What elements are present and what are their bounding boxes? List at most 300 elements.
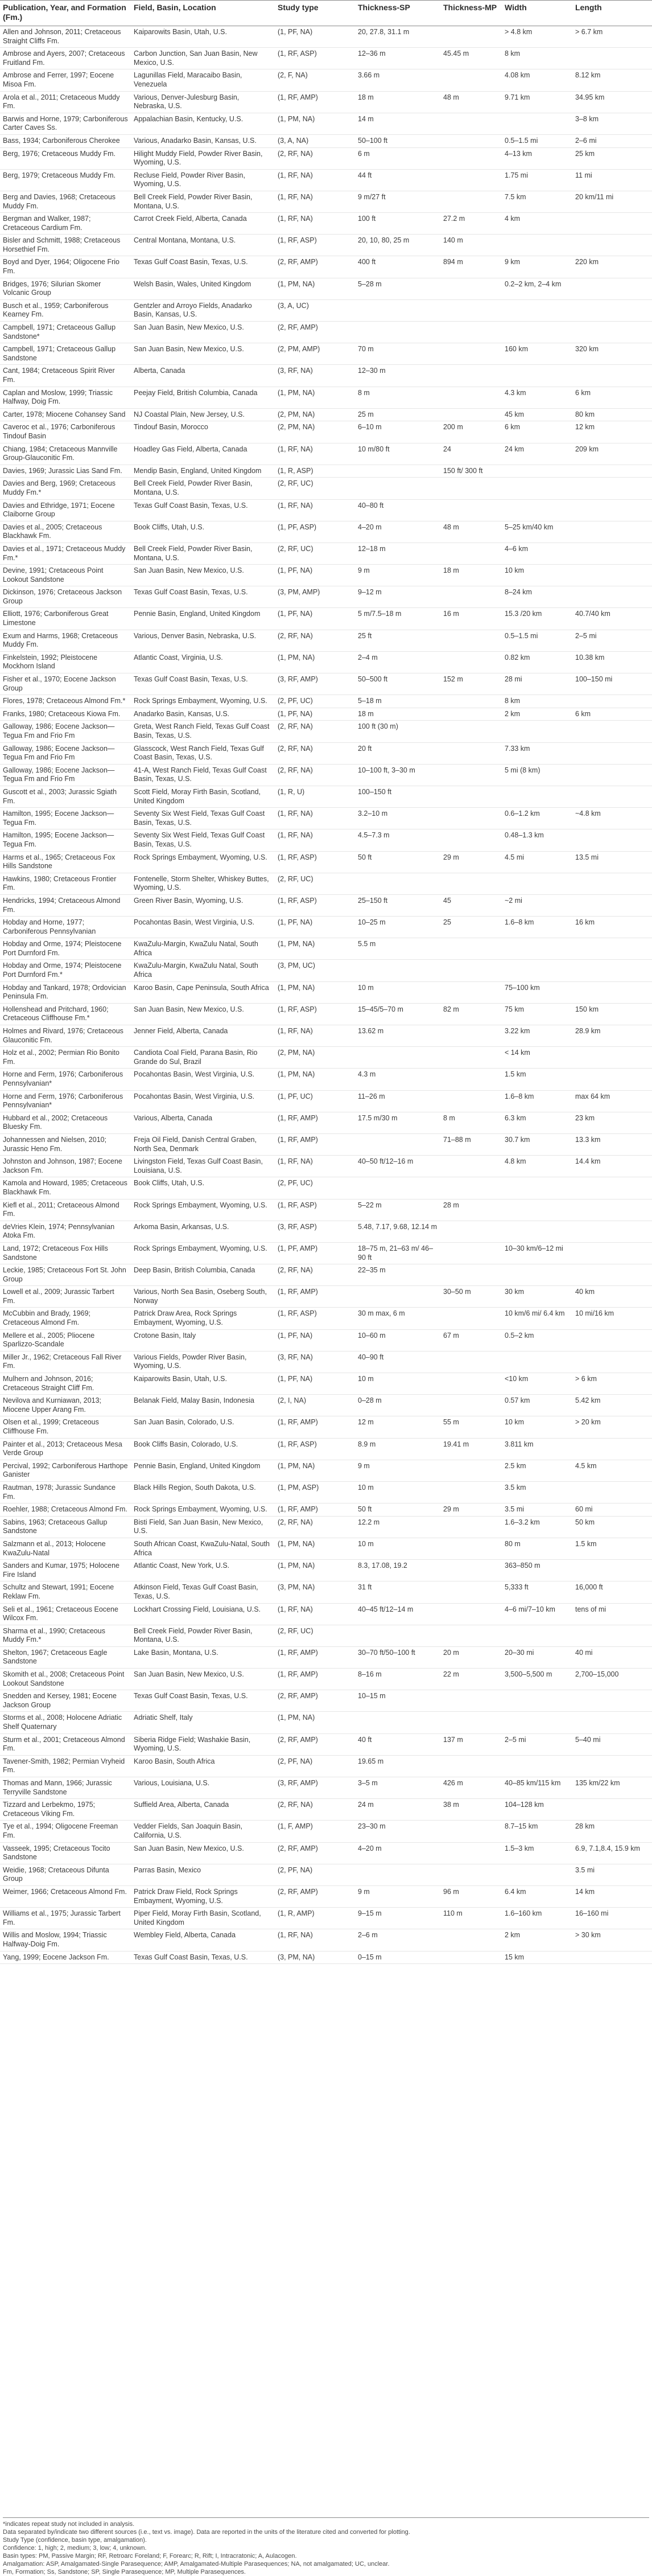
cell-study-type: (2, RF, NA) — [275, 721, 355, 742]
cell-thickness-mp: 82 m — [440, 1003, 502, 1025]
cell-study-type: (1, PM, NA) — [275, 651, 355, 673]
cell-field-basin-location: Book Cliffs, Utah, U.S. — [131, 1177, 275, 1199]
cell-length — [572, 894, 652, 916]
cell-length — [572, 1438, 652, 1460]
cell-field-basin-location: Rock Springs Embayment, Wyoming, U.S. — [131, 1242, 275, 1264]
cell-width: 28 mi — [502, 673, 572, 695]
cell-study-type: (1, PF, AMP) — [275, 1242, 355, 1264]
cell-thickness-sp: 10 m — [355, 1538, 440, 1559]
cell-width: 8 km — [502, 48, 572, 69]
cell-study-type: (1, PM, NA) — [275, 938, 355, 960]
cell-length — [572, 586, 652, 608]
cell-study-type: (2, RF, NA) — [275, 147, 355, 169]
cell-field-basin-location: Various, Denver-Julesburg Basin, Nebraska, U.S. — [131, 91, 275, 113]
cell-thickness-sp: 40 ft — [355, 1733, 440, 1755]
cell-publication: Finkelstein, 1992; Pleistocene Mockhorn Island — [0, 651, 131, 673]
table-row — [0, 26, 652, 48]
cell-length — [572, 213, 652, 235]
cell-publication: Allen and Johnson, 2011; Cretaceous Straight Cliffs Fm. — [0, 26, 131, 48]
cell-field-basin-location: Seventy Six West Field, Texas Gulf Coast Basin, Texas, U.S. — [131, 829, 275, 851]
cell-length: 25 km — [572, 147, 652, 169]
cell-width: 1.6–3.2 km — [502, 1516, 572, 1538]
cell-length — [572, 1560, 652, 1581]
table-row — [0, 256, 652, 278]
cell-thickness-sp: 400 ft — [355, 256, 440, 278]
cell-length: 1.5 km — [572, 1538, 652, 1559]
cell-thickness-mp — [440, 1929, 502, 1951]
cell-thickness-mp: 137 m — [440, 1733, 502, 1755]
cell-thickness-sp: 5.48, 7.17, 9.68, 12.14 m — [355, 1221, 440, 1242]
cell-width: 5,333 ft — [502, 1581, 572, 1603]
cell-publication: Rautman, 1978; Jurassic Sundance Fm. — [0, 1481, 131, 1503]
table-row — [0, 365, 652, 387]
cell-field-basin-location: Kaiparowits Basin, Utah, U.S. — [131, 26, 275, 48]
cell-publication: Seli et al., 1961; Cretaceous Eocene Wilcox Fm. — [0, 1603, 131, 1625]
cell-length: 135 km/22 km — [572, 1777, 652, 1799]
cell-field-basin-location: KwaZulu-Margin, KwaZulu Natal, South Africa — [131, 960, 275, 981]
cell-width: 10 km — [502, 565, 572, 586]
cell-publication: Williams et al., 1975; Jurassic Tarbert Fm. — [0, 1908, 131, 1929]
cell-length — [572, 299, 652, 321]
cell-width — [502, 1199, 572, 1221]
cell-width: 0.6–1.2 km — [502, 808, 572, 829]
cell-publication: Skomith et al., 2008; Cretaceous Point Lookout Sandstone — [0, 1669, 131, 1690]
cell-study-type: (1, RF, NA) — [275, 829, 355, 851]
cell-publication: Kiefl et al., 2011; Cretaceous Almond Fm. — [0, 1199, 131, 1221]
cell-field-basin-location: Black Hills Region, South Dakota, U.S. — [131, 1481, 275, 1503]
cell-width: 5 mi (8 km) — [502, 764, 572, 786]
cell-thickness-mp — [440, 742, 502, 764]
cell-thickness-mp — [440, 1069, 502, 1090]
cell-publication: Galloway, 1986; Eocene Jackson—Tegua Fm and Frio Fm — [0, 721, 131, 742]
cell-thickness-mp: 110 m — [440, 1908, 502, 1929]
cell-thickness-sp: 2–6 m — [355, 1929, 440, 1951]
table-row — [0, 1908, 652, 1929]
table-row — [0, 1951, 652, 1964]
cell-study-type: (2, RF, AMP) — [275, 322, 355, 343]
cell-thickness-sp: 40–50 ft/12–16 m — [355, 1156, 440, 1177]
cell-publication: Ambrose and Ayers, 2007; Cretaceous Fruitland Fm. — [0, 48, 131, 69]
cell-length — [572, 786, 652, 807]
cell-thickness-mp — [440, 408, 502, 421]
cell-publication: Campbell, 1971; Cretaceous Gallup Sandstone — [0, 343, 131, 365]
cell-thickness-mp — [440, 322, 502, 343]
cell-thickness-sp: 3–5 m — [355, 1777, 440, 1799]
cell-field-basin-location: Jenner Field, Alberta, Canada — [131, 1025, 275, 1047]
cell-study-type: (1, PM, NA) — [275, 1712, 355, 1733]
cell-width: 2 km — [502, 708, 572, 721]
cell-study-type: (1, RF, NA) — [275, 1025, 355, 1047]
table-body — [0, 26, 652, 1964]
cell-thickness-sp: 12–18 m — [355, 543, 440, 564]
cell-study-type: (1, RF, AMP) — [275, 1112, 355, 1133]
cell-thickness-mp — [440, 1864, 502, 1885]
cell-thickness-mp: 8 m — [440, 1112, 502, 1133]
cell-field-basin-location: Book Cliffs Basin, Colorado, U.S. — [131, 1438, 275, 1460]
cell-length — [572, 1199, 652, 1221]
header-thickness-mp: Thickness-MP — [440, 1, 502, 26]
cell-thickness-mp — [440, 1690, 502, 1712]
cell-study-type: (2, RF, UC) — [275, 543, 355, 564]
cell-thickness-mp: 96 m — [440, 1885, 502, 1907]
cell-thickness-mp: 150 ft/ 300 ft — [440, 465, 502, 478]
table-row — [0, 1603, 652, 1625]
cell-field-basin-location: San Juan Basin, New Mexico, U.S. — [131, 322, 275, 343]
cell-field-basin-location: Greta, West Ranch Field, Texas Gulf Coast Basin, Texas, U.S. — [131, 721, 275, 742]
cell-thickness-mp — [440, 1951, 502, 1964]
cell-study-type: (2, RF, NA) — [275, 1799, 355, 1821]
cell-width — [502, 1625, 572, 1646]
cell-thickness-mp — [440, 1712, 502, 1733]
table-row — [0, 742, 652, 764]
cell-publication: Land, 1972; Cretaceous Fox Hills Sandstone — [0, 1242, 131, 1264]
cell-publication: Ambrose and Ferrer, 1997; Eocene Misoa Fm. — [0, 69, 131, 91]
cell-length: tens of mi — [572, 1603, 652, 1625]
cell-publication: Guscott et al., 2003; Jurassic Sgiath Fm. — [0, 786, 131, 807]
cell-thickness-mp: 48 m — [440, 521, 502, 543]
cell-thickness-mp: 29 m — [440, 851, 502, 873]
cell-length — [572, 465, 652, 478]
cell-width: 40–85 km/115 km — [502, 1777, 572, 1799]
cell-study-type: (1, PM, NA) — [275, 1460, 355, 1481]
cell-length — [572, 565, 652, 586]
cell-thickness-sp: 24 m — [355, 1799, 440, 1821]
cell-thickness-sp: 15–45/5–70 m — [355, 1003, 440, 1025]
cell-thickness-mp: 30–50 m — [440, 1286, 502, 1308]
cell-thickness-mp — [440, 1516, 502, 1538]
cell-thickness-sp: 50–100 ft — [355, 134, 440, 147]
cell-length — [572, 1069, 652, 1090]
cell-length — [572, 1329, 652, 1351]
cell-width: 10–30 km/6–12 mi — [502, 1242, 572, 1264]
cell-publication: Devine, 1991; Cretaceous Point Lookout Sandstone — [0, 565, 131, 586]
cell-thickness-mp — [440, 960, 502, 981]
cell-thickness-sp: 5–22 m — [355, 1199, 440, 1221]
cell-study-type: (1, RF, NA) — [275, 213, 355, 235]
table-row — [0, 1929, 652, 1951]
cell-field-basin-location: Welsh Basin, Wales, United Kingdom — [131, 278, 275, 299]
cell-field-basin-location: Fontenelle, Storm Shelter, Whiskey Buttes, Wyoming, U.S. — [131, 873, 275, 894]
cell-width: 4–6 mi/7–10 km — [502, 1603, 572, 1625]
cell-thickness-sp: 44 ft — [355, 169, 440, 191]
cell-width: 20–30 mi — [502, 1646, 572, 1668]
cell-width: 80 m — [502, 1538, 572, 1559]
cell-thickness-sp: 4.5–7.3 m — [355, 829, 440, 851]
cell-field-basin-location: Wembley Field, Alberta, Canada — [131, 1929, 275, 1951]
cell-study-type: (1, PF, NA) — [275, 1373, 355, 1395]
cell-study-type: (2, PM, AMP) — [275, 343, 355, 365]
cell-field-basin-location: Pocahontas Basin, West Virginia, U.S. — [131, 1069, 275, 1090]
cell-thickness-sp: 10 m — [355, 1481, 440, 1503]
cell-length — [572, 960, 652, 981]
cell-publication: Chiang, 1984; Cretaceous Mannville Group-Glauconitic Fm. — [0, 443, 131, 465]
table-row — [0, 1690, 652, 1712]
cell-publication: Fisher et al., 1970; Eocene Jackson Group — [0, 673, 131, 695]
cell-thickness-sp — [355, 322, 440, 343]
cell-thickness-mp — [440, 829, 502, 851]
header-field-basin-location: Field, Basin, Location — [131, 1, 275, 26]
cell-field-basin-location: Rock Springs Embayment, Wyoming, U.S. — [131, 1503, 275, 1517]
cell-field-basin-location: Crotone Basin, Italy — [131, 1329, 275, 1351]
cell-study-type: (1, RF, ASP) — [275, 1003, 355, 1025]
table-row — [0, 322, 652, 343]
table-row — [0, 521, 652, 543]
cell-width: 9.71 km — [502, 91, 572, 113]
cell-field-basin-location: Kaiparowits Basin, Utah, U.S. — [131, 1373, 275, 1395]
table-row — [0, 1821, 652, 1842]
cell-thickness-sp: 4–20 m — [355, 1842, 440, 1864]
cell-field-basin-location: Mendip Basin, England, United Kingdom — [131, 465, 275, 478]
cell-thickness-sp: 100 ft (30 m) — [355, 721, 440, 742]
cell-width: 7.33 km — [502, 742, 572, 764]
cell-length — [572, 938, 652, 960]
cell-length: 16,000 ft — [572, 1581, 652, 1603]
cell-publication: Hubbard et al., 2002; Cretaceous Bluesky Fm. — [0, 1112, 131, 1133]
cell-study-type: (1, RF, ASP) — [275, 1199, 355, 1221]
table-row — [0, 1025, 652, 1047]
cell-width: ~2 mi — [502, 894, 572, 916]
cell-width: 0.5–2 km — [502, 1329, 572, 1351]
cell-study-type: (3, PM, NA) — [275, 1951, 355, 1964]
cell-field-basin-location: Suffield Area, Alberta, Canada — [131, 1799, 275, 1821]
cell-thickness-sp: 9–15 m — [355, 1908, 440, 1929]
cell-length: 6 km — [572, 708, 652, 721]
cell-thickness-sp — [355, 873, 440, 894]
cell-length — [572, 873, 652, 894]
cell-width: 3,500–5,500 m — [502, 1669, 572, 1690]
cell-width: 5–25 km/40 km — [502, 521, 572, 543]
cell-thickness-mp: 25 — [440, 917, 502, 938]
cell-length — [572, 1242, 652, 1264]
cell-publication: Hamilton, 1995; Eocene Jackson—Tegua Fm. — [0, 829, 131, 851]
cell-thickness-mp — [440, 26, 502, 48]
cell-thickness-mp — [440, 1460, 502, 1481]
cell-publication: Thomas and Mann, 1966; Jurassic Terryville Sandstone — [0, 1777, 131, 1799]
cell-thickness-mp: 140 m — [440, 235, 502, 256]
cell-thickness-sp: 50 ft — [355, 1503, 440, 1517]
cell-study-type: (3, RF, NA) — [275, 365, 355, 387]
cell-publication: Leckie, 1985; Cretaceous Fort St. John Group — [0, 1264, 131, 1286]
cell-width — [502, 1864, 572, 1885]
cell-width: 1.5 km — [502, 1069, 572, 1090]
cell-length: 40.7/40 km — [572, 608, 652, 630]
table-row — [0, 1885, 652, 1907]
footnote-line: Confidence: 1, high; 2, medium; 3, low; 4, unknown. — [3, 2545, 147, 2552]
cell-thickness-sp: 10–25 m — [355, 917, 440, 938]
table-row — [0, 721, 652, 742]
cell-thickness-mp — [440, 499, 502, 521]
cell-publication: Kamola and Howard, 1985; Cretaceous Blackhawk Fm. — [0, 1177, 131, 1199]
cell-publication: Hollenshead and Pritchard, 1960; Cretaceous Cliffhouse Fm.* — [0, 1003, 131, 1025]
cell-study-type: (2, PM, NA) — [275, 421, 355, 443]
cell-length: 12 km — [572, 421, 652, 443]
cell-length — [572, 499, 652, 521]
cell-publication: Hobday and Orme, 1974; Pleistocene Port Durnford Fm. — [0, 938, 131, 960]
cell-field-basin-location: Peejay Field, British Columbia, Canada — [131, 387, 275, 408]
table-row — [0, 343, 652, 365]
header-publication: Publication, Year, and Formation (Fm.) — [0, 1, 131, 26]
cell-width: 10 km — [502, 1416, 572, 1438]
header-thickness-sp: Thickness-SP — [355, 1, 440, 26]
cell-field-basin-location: Tindouf Basin, Morocco — [131, 421, 275, 443]
cell-field-basin-location: Hilight Muddy Field, Powder River Basin, Wyoming, U.S. — [131, 147, 275, 169]
cell-publication: Caplan and Moslow, 1999; Triassic Halfway, Doig Fm. — [0, 387, 131, 408]
cell-study-type: (1, RF, AMP) — [275, 1286, 355, 1308]
cell-publication: Schultz and Stewart, 1991; Eocene Reklaw Fm. — [0, 1581, 131, 1603]
cell-publication: Sanders and Kumar, 1975; Holocene Fire Island — [0, 1560, 131, 1581]
cell-field-basin-location: Various, Louisiana, U.S. — [131, 1777, 275, 1799]
footnote-line: Study Type (confidence, basin type, amalgamation). — [3, 2537, 147, 2544]
cell-thickness-mp: 19.41 m — [440, 1438, 502, 1460]
cell-field-basin-location: Belanak Field, Malay Basin, Indonesia — [131, 1395, 275, 1416]
cell-width: 6 km — [502, 421, 572, 443]
cell-publication: Busch et al., 1959; Carboniferous Kearney Fm. — [0, 299, 131, 321]
cell-length — [572, 1351, 652, 1373]
cell-publication: Elliott, 1976; Carboniferous Great Limestone — [0, 608, 131, 630]
cell-thickness-sp: 10 m/80 ft — [355, 443, 440, 465]
cell-length: 8.12 km — [572, 69, 652, 91]
cell-publication: Carter, 1978; Miocene Cohansey Sand — [0, 408, 131, 421]
cell-thickness-mp: 38 m — [440, 1799, 502, 1821]
table-row — [0, 1581, 652, 1603]
cell-study-type: (1, R, AMP) — [275, 1908, 355, 1929]
cell-field-basin-location: San Juan Basin, New Mexico, U.S. — [131, 1842, 275, 1864]
cell-field-basin-location: Piper Field, Moray Firth Basin, Scotland, United Kingdom — [131, 1908, 275, 1929]
cell-thickness-sp: 20, 27.8, 31.1 m — [355, 26, 440, 48]
cell-length: 11 mi — [572, 169, 652, 191]
cell-publication: Horne and Ferm, 1976; Carboniferous Pennsylvanian* — [0, 1069, 131, 1090]
cell-study-type: (1, RF, ASP) — [275, 851, 355, 873]
cell-thickness-sp: 10 m — [355, 1373, 440, 1395]
cell-thickness-sp: 10–100 ft, 3–30 m — [355, 764, 440, 786]
cell-width: 1.6–8 km — [502, 917, 572, 938]
cell-publication: Caveroc et al., 1976; Carboniferous Tindouf Basin — [0, 421, 131, 443]
cell-thickness-sp — [355, 1712, 440, 1733]
cell-width — [502, 465, 572, 478]
cell-width — [502, 1177, 572, 1199]
cell-width: 0.2–2 km, 2–4 km — [502, 278, 572, 299]
cell-length: 40 mi — [572, 1646, 652, 1668]
cell-width — [502, 499, 572, 521]
cell-field-basin-location: Carrot Creek Field, Alberta, Canada — [131, 213, 275, 235]
cell-length: 2–6 mi — [572, 134, 652, 147]
cell-publication: Shelton, 1967; Cretaceous Eagle Sandstone — [0, 1646, 131, 1668]
cell-length: > 6 km — [572, 1373, 652, 1395]
cell-study-type: (1, RF, AMP) — [275, 1133, 355, 1155]
cell-thickness-sp: 25 m — [355, 408, 440, 421]
table-row — [0, 1351, 652, 1373]
cell-field-basin-location: Pennie Basin, England, United Kingdom — [131, 608, 275, 630]
cell-length — [572, 478, 652, 499]
cell-length: 320 km — [572, 343, 652, 365]
table-row — [0, 1373, 652, 1395]
cell-width — [502, 365, 572, 387]
cell-study-type: (2, RF, NA) — [275, 630, 355, 651]
cell-thickness-mp — [440, 543, 502, 564]
cell-study-type: (2, RF, AMP) — [275, 256, 355, 278]
cell-thickness-mp — [440, 343, 502, 365]
cell-length: 4.5 km — [572, 1460, 652, 1481]
cell-length: 28.9 km — [572, 1025, 652, 1047]
cell-study-type: (3, PM, AMP) — [275, 586, 355, 608]
cell-length: 60 mi — [572, 1503, 652, 1517]
table-row — [0, 91, 652, 113]
cell-length — [572, 365, 652, 387]
cell-publication: Olsen et al., 1999; Cretaceous Cliffhouse Fm. — [0, 1416, 131, 1438]
cell-thickness-mp — [440, 1755, 502, 1777]
cell-field-basin-location: San Juan Basin, New Mexico, U.S. — [131, 565, 275, 586]
cell-field-basin-location: Hoadley Gas Field, Alberta, Canada — [131, 443, 275, 465]
cell-field-basin-location: Central Montana, Montana, U.S. — [131, 235, 275, 256]
cell-publication: Berg, 1979; Cretaceous Muddy Fm. — [0, 169, 131, 191]
cell-length — [572, 1047, 652, 1069]
cell-thickness-mp — [440, 1242, 502, 1264]
table-row — [0, 1133, 652, 1155]
cell-length — [572, 322, 652, 343]
cell-width — [502, 1712, 572, 1733]
cell-publication: Hawkins, 1980; Cretaceous Frontier Fm. — [0, 873, 131, 894]
cell-length — [572, 1264, 652, 1286]
cell-length: 16 km — [572, 917, 652, 938]
cell-width: 3.811 km — [502, 1438, 572, 1460]
cell-width — [502, 113, 572, 134]
cell-publication: Berg, 1976; Cretaceous Muddy Fm. — [0, 147, 131, 169]
table-row — [0, 1460, 652, 1481]
header-width: Width — [502, 1, 572, 26]
table-row — [0, 608, 652, 630]
cell-thickness-mp: 55 m — [440, 1416, 502, 1438]
cell-field-basin-location: Karoo Basin, Cape Peninsula, South Africa — [131, 981, 275, 1003]
cell-thickness-sp: 9 m — [355, 1460, 440, 1481]
cell-study-type: (3, RF, AMP) — [275, 673, 355, 695]
cell-publication: Barwis and Horne, 1979; Carboniferous Carter Caves Ss. — [0, 113, 131, 134]
cell-field-basin-location: South African Coast, KwaZulu-Natal, South Africa — [131, 1538, 275, 1559]
table-row — [0, 213, 652, 235]
cell-length — [572, 1755, 652, 1777]
cell-thickness-mp — [440, 365, 502, 387]
table-row — [0, 1755, 652, 1777]
cell-width: 8 km — [502, 695, 572, 708]
cell-length: 3.5 mi — [572, 1864, 652, 1885]
cell-study-type: (2, RF, NA) — [275, 742, 355, 764]
cell-width: 0.48–1.3 km — [502, 829, 572, 851]
cell-publication: Arola et al., 2011; Cretaceous Muddy Fm. — [0, 91, 131, 113]
cell-thickness-mp — [440, 134, 502, 147]
cell-length — [572, 521, 652, 543]
cell-length — [572, 235, 652, 256]
cell-thickness-sp: 12–30 m — [355, 365, 440, 387]
footnote-line: Basin types: PM, Passive Margin; RF, Retroarc Foreland; F, Forearc; R, Rift; I, Intracratonic; A, Aulacogen. — [3, 2553, 297, 2559]
cell-thickness-sp: 50 ft — [355, 851, 440, 873]
cell-publication: Hobday and Orme, 1974; Pleistocene Port Durnford Fm.* — [0, 960, 131, 981]
table-row — [0, 764, 652, 786]
cell-thickness-sp: 3.66 m — [355, 69, 440, 91]
cell-field-basin-location: Alberta, Canada — [131, 365, 275, 387]
cell-width — [502, 938, 572, 960]
cell-study-type: (2, PM, NA) — [275, 1047, 355, 1069]
table-row — [0, 134, 652, 147]
table-row — [0, 113, 652, 134]
cell-length: 220 km — [572, 256, 652, 278]
cell-study-type: (1, RF, AMP) — [275, 1503, 355, 1517]
cell-width: 8.7–15 km — [502, 1821, 572, 1842]
cell-study-type: (1, PF, NA) — [275, 26, 355, 48]
cell-thickness-mp: 152 m — [440, 673, 502, 695]
cell-field-basin-location: Patrick Draw Field, Rock Springs Embayment, Wyoming, U.S. — [131, 1885, 275, 1907]
cell-length: 3–8 km — [572, 113, 652, 134]
table-row — [0, 1329, 652, 1351]
cell-thickness-sp: 13.62 m — [355, 1025, 440, 1047]
